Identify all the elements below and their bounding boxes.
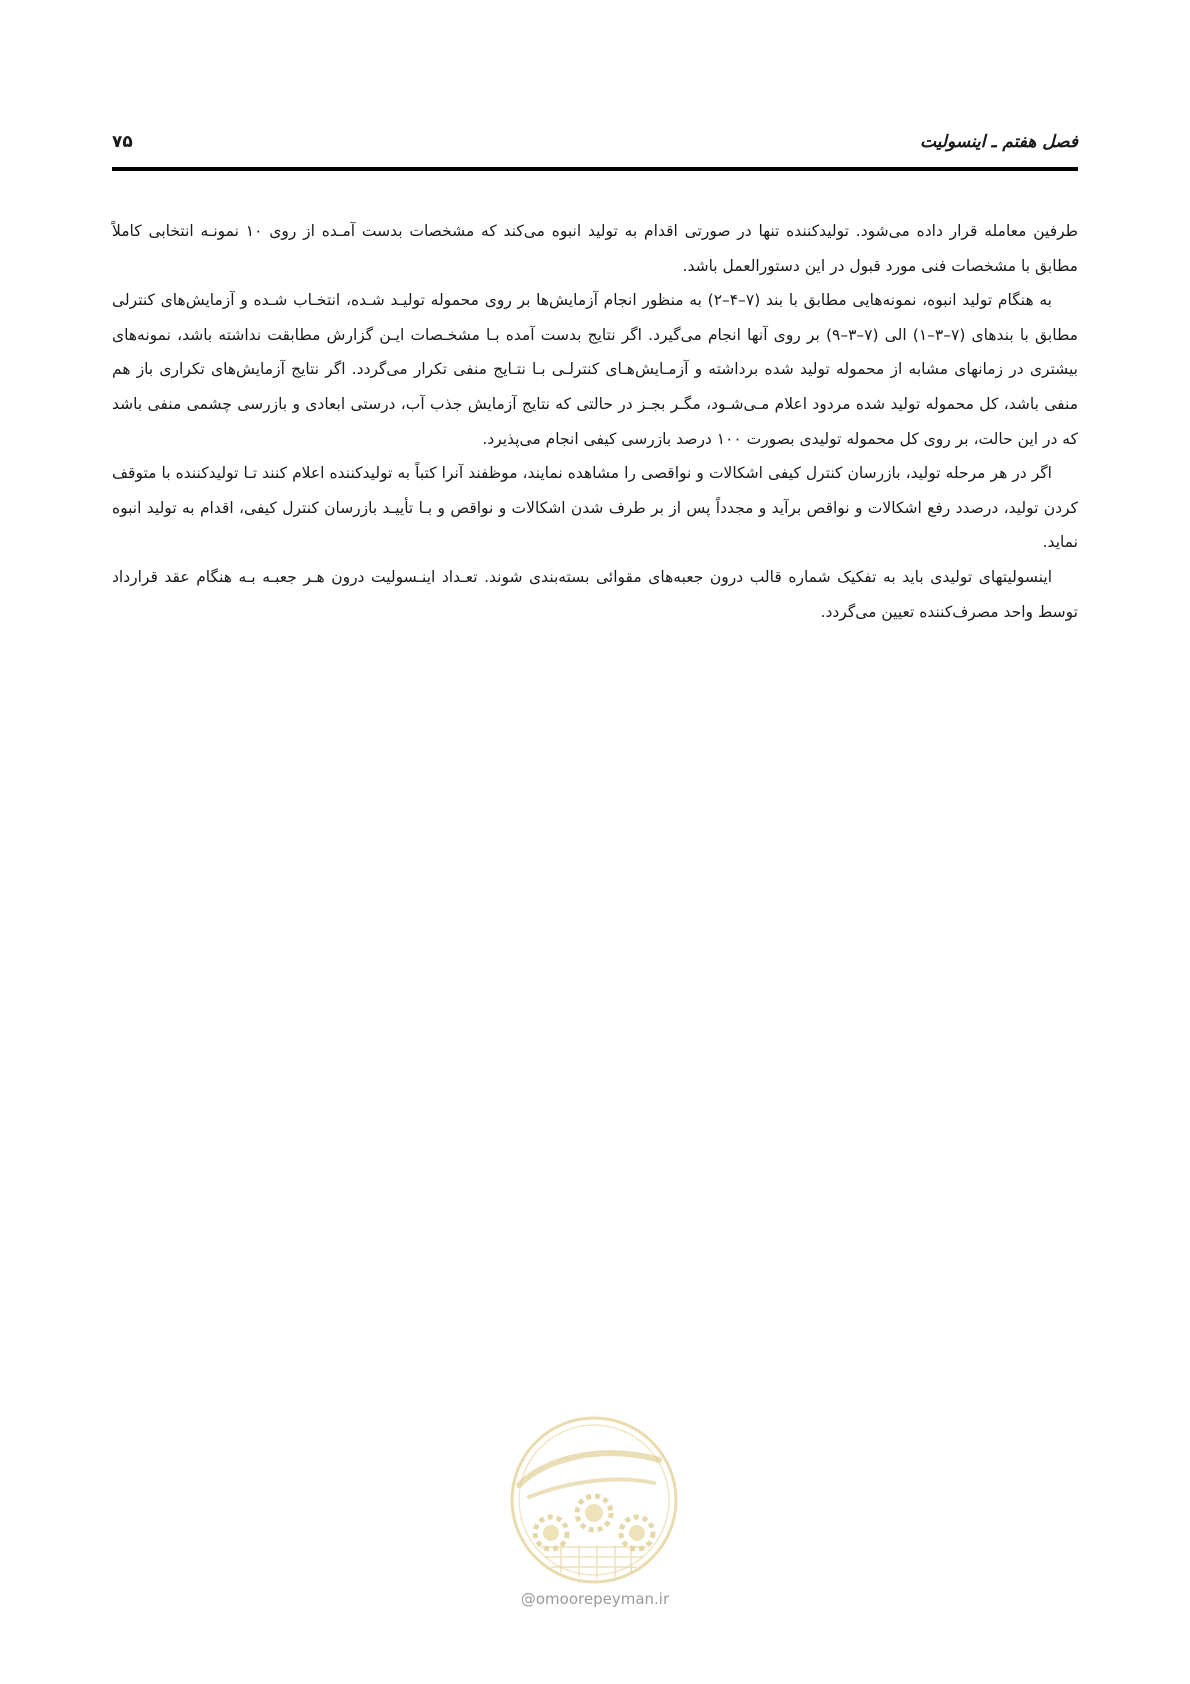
watermark-logo-graphic bbox=[489, 1415, 699, 1585]
page-number: ۷۵ bbox=[112, 132, 133, 152]
body-text bbox=[112, 214, 1078, 629]
paragraph-1: طرفین معامله قرار داده می‌شود. تولیدکننده تنها در صورتی اقدام به تولید انبوه می‌کند که مشخصات بدست آمـده از روی ۱۰ نمونـه انتخابی کاملاً مطابق با مشخصات فنی مورد قبول در این دستورالعمل باشد. bbox=[112, 222, 1079, 275]
paragraph-4: اینسولیتهای تولیدی باید به تفکیک شماره قالب درون جعبه‌های مقوائی بسته‌بندی شوند. تعـداد اینـسولیت درون هـر جعبـه بـه هنگام عقد قرارداد توسط واحد مصرف‌کننده تعیین می‌گردد. bbox=[112, 567, 1078, 621]
chapter-title: فصل هفتم ـ اینسولیت bbox=[919, 132, 1078, 152]
page-header bbox=[112, 128, 1078, 168]
gear-icon bbox=[535, 1496, 653, 1549]
watermark-url bbox=[0, 1590, 1190, 1608]
watermark-logo bbox=[489, 1415, 699, 1585]
at-icon: @ bbox=[520, 1590, 536, 1608]
paragraph-3: اگر در هر مرحله تولید، بازرسان کنترل کیفی اشکالات و نواقصی را مشاهده نمایند، موظفند آنرا کتباً به تولیدکننده اعلام کنند تـا تولیدکننده با متوقف کردن تولید، درصدد رفع اشکالات و نواقص برآید و مجدداً پس از بر طرف شدن اشکالات و نواقص و بـا تأییـد بازرسان کنترل کیفی، اقدام به تولید انبوه نماید. bbox=[112, 464, 1078, 552]
paragraph-2: به هنگام تولید انبوه، نمونه‌هایی مطابق با بند (۷–۴–۲) به منظور انجام آزمایش‌ها بر روی محموله تولیـد شـده، انتخـاب شـده و آزمایش‌های کنترلی مطابق با بندهای (۷–۳–۱) الی (۷–۳–۹) بر روی آنها انجام می‌گیرد. اگر نتایج بدست آمده بـا مشخـصات ایـن گزارش مطابقت نداشته باشد، نمونه‌های بیشتری در زمانهای مشابه از محموله تولید شده برداشته و آزمـایش‌هـای کنترلـی بـا نتـایج منفی تکرار می‌گردد. اگر نتایج آزمایش‌های تکراری باز هم منفی باشد، کل محموله تولید شده مردود اعلام مـی‌شـود، مگـر بجـز در حالتی که نتایج آزمایش جذب آب، درستی ابعادی و بازرسی چشمی منفی باشد که در این حالت، بر روی کل محموله تولیدی بصورت ۱۰۰ درصد بازرسی کیفی انجام می‌پذیرد. bbox=[112, 291, 1078, 448]
watermark-url-text: omoorepeyman.ir bbox=[535, 1590, 670, 1608]
header-divider bbox=[112, 167, 1078, 171]
